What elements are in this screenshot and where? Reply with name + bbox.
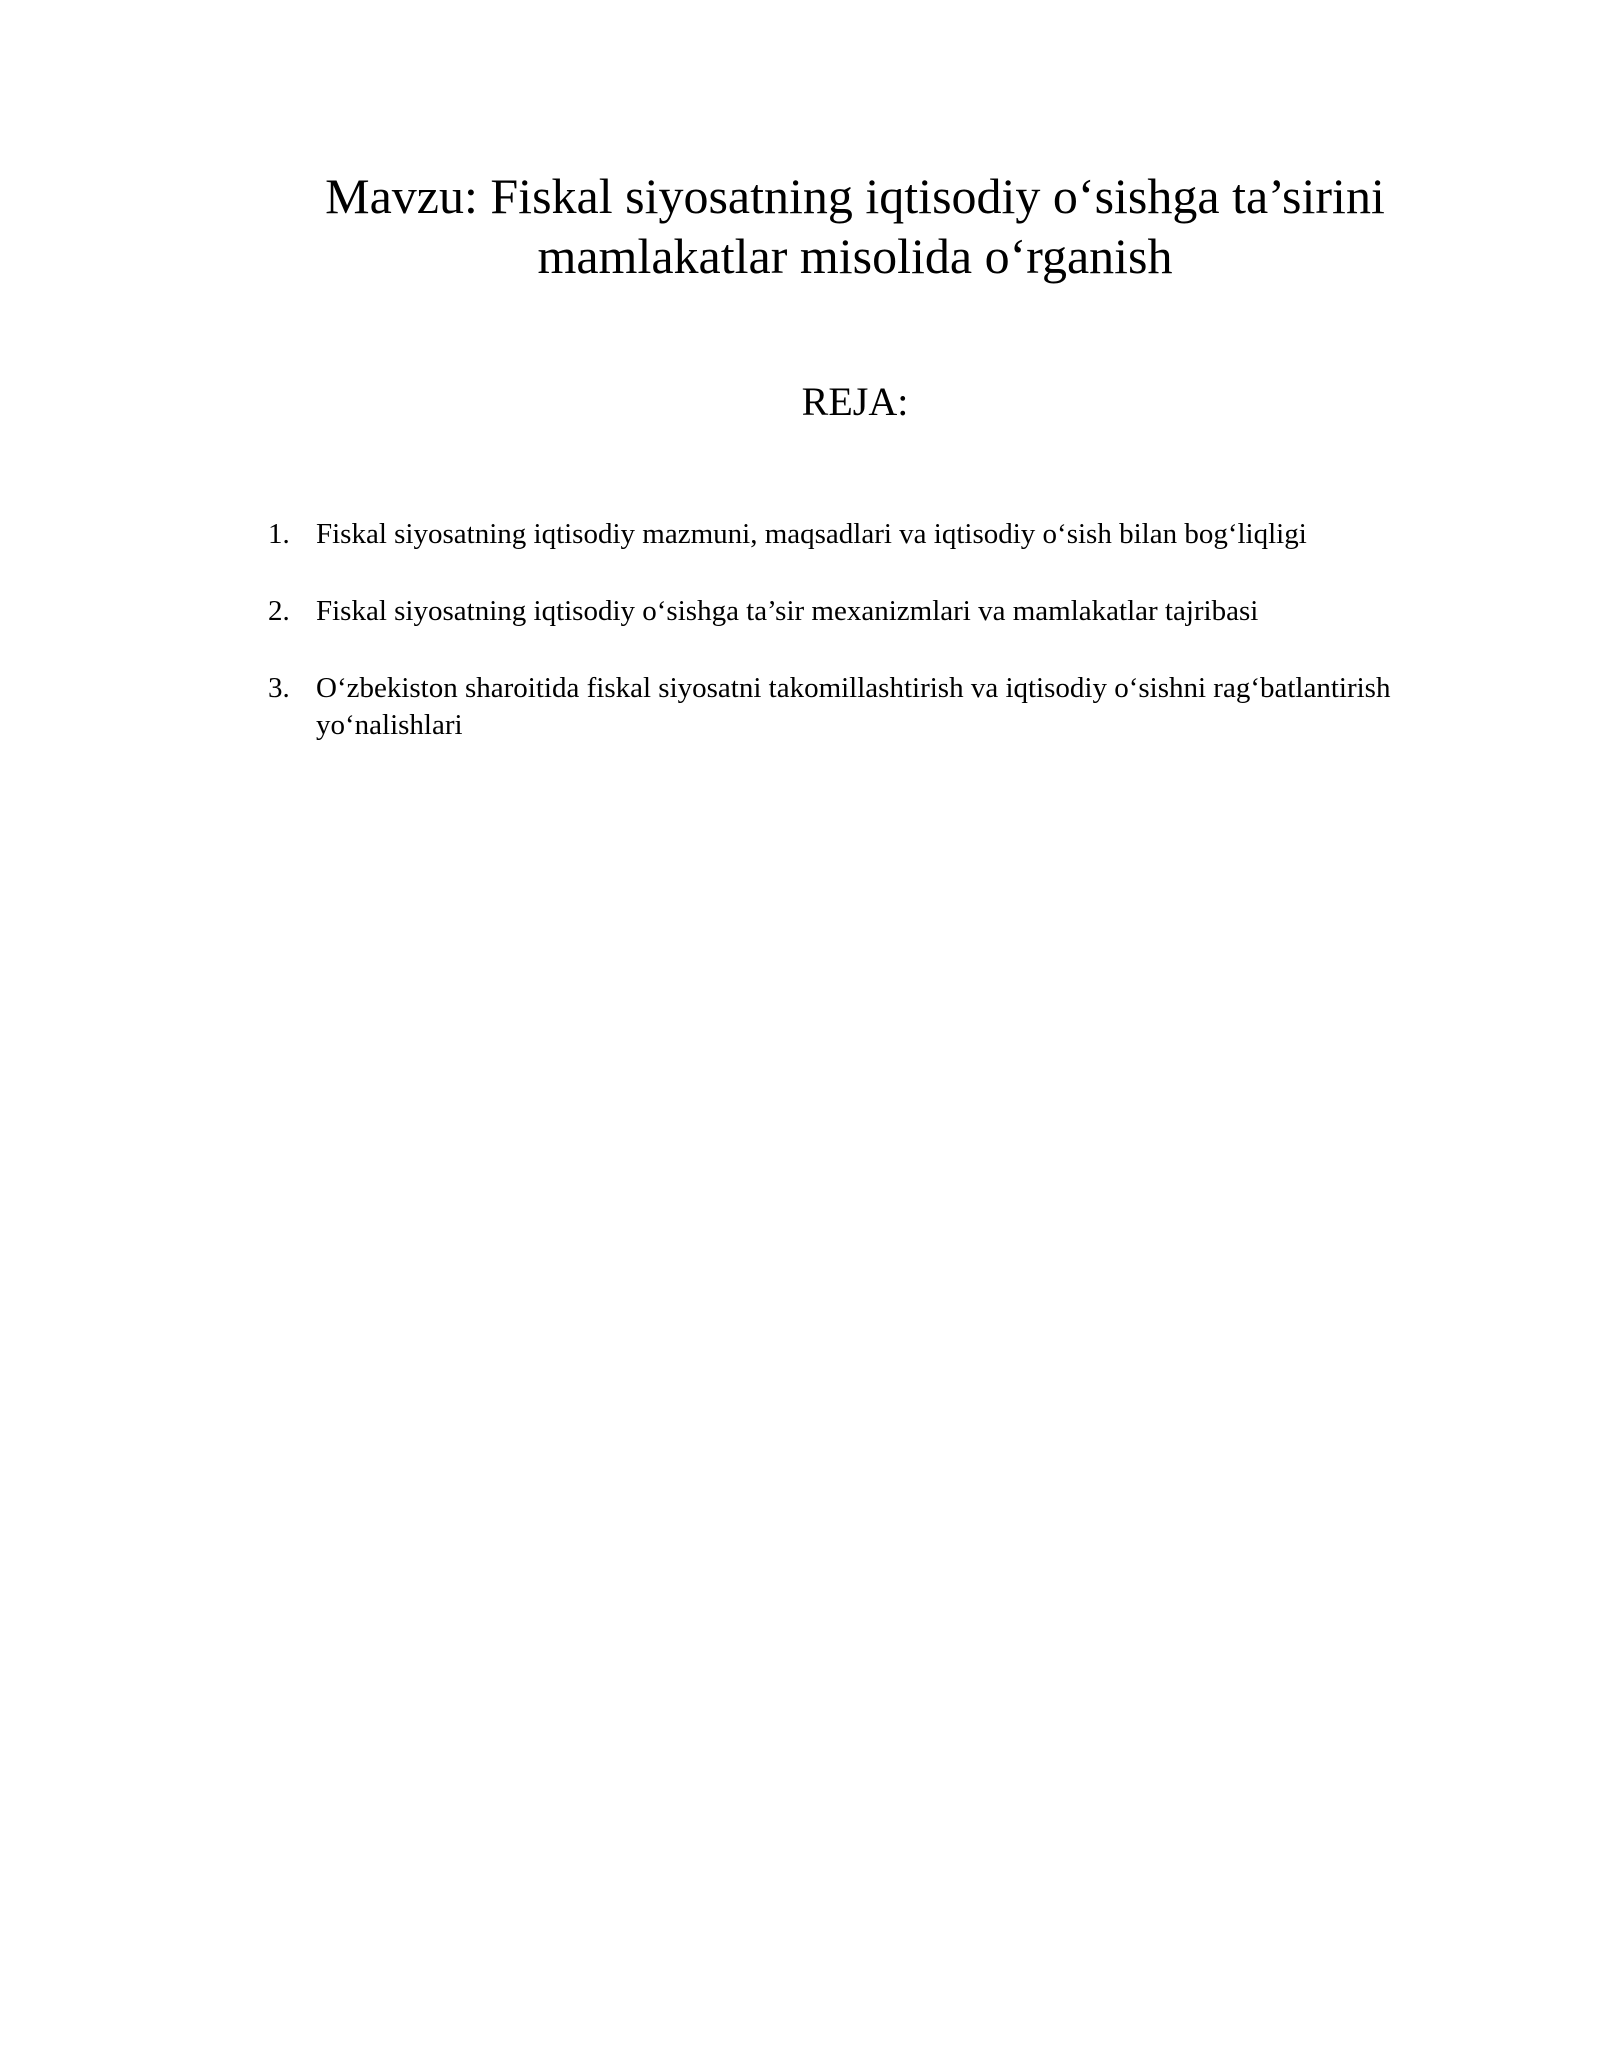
- plan-item-3: [262, 670, 1492, 744]
- plan-item-text: O‘zbekiston sharoitida fiskal siyosatni takomillashtirish va iqtisodiy o‘sishni rag‘batlantirish yo‘nalishlari: [316, 672, 1391, 741]
- plan-item-2: [262, 593, 1492, 630]
- plan-heading: REJA:: [801, 379, 909, 424]
- document-title-line-2: mamlakatlar misolida o‘rganish: [537, 228, 1173, 284]
- plan-item-text: Fiskal siyosatning iqtisodiy o‘sishga ta’sir mexanizmlari va mamlakatlar tajribasi: [316, 595, 1259, 627]
- plan-item-number: 2.: [268, 595, 290, 627]
- plan-item-number: 1.: [268, 518, 290, 550]
- document-title-line-1: Mavzu: Fiskal siyosatning iqtisodiy o‘sishga ta’sirini: [325, 168, 1385, 224]
- plan-list: [262, 516, 1492, 784]
- plan-item-number: 3.: [268, 672, 290, 704]
- plan-item-1: [262, 516, 1492, 553]
- document-title: [240, 166, 1470, 286]
- plan-item-text: Fiskal siyosatning iqtisodiy mazmuni, maqsadlari va iqtisodiy o‘sish bilan bog‘liqligi: [316, 518, 1307, 550]
